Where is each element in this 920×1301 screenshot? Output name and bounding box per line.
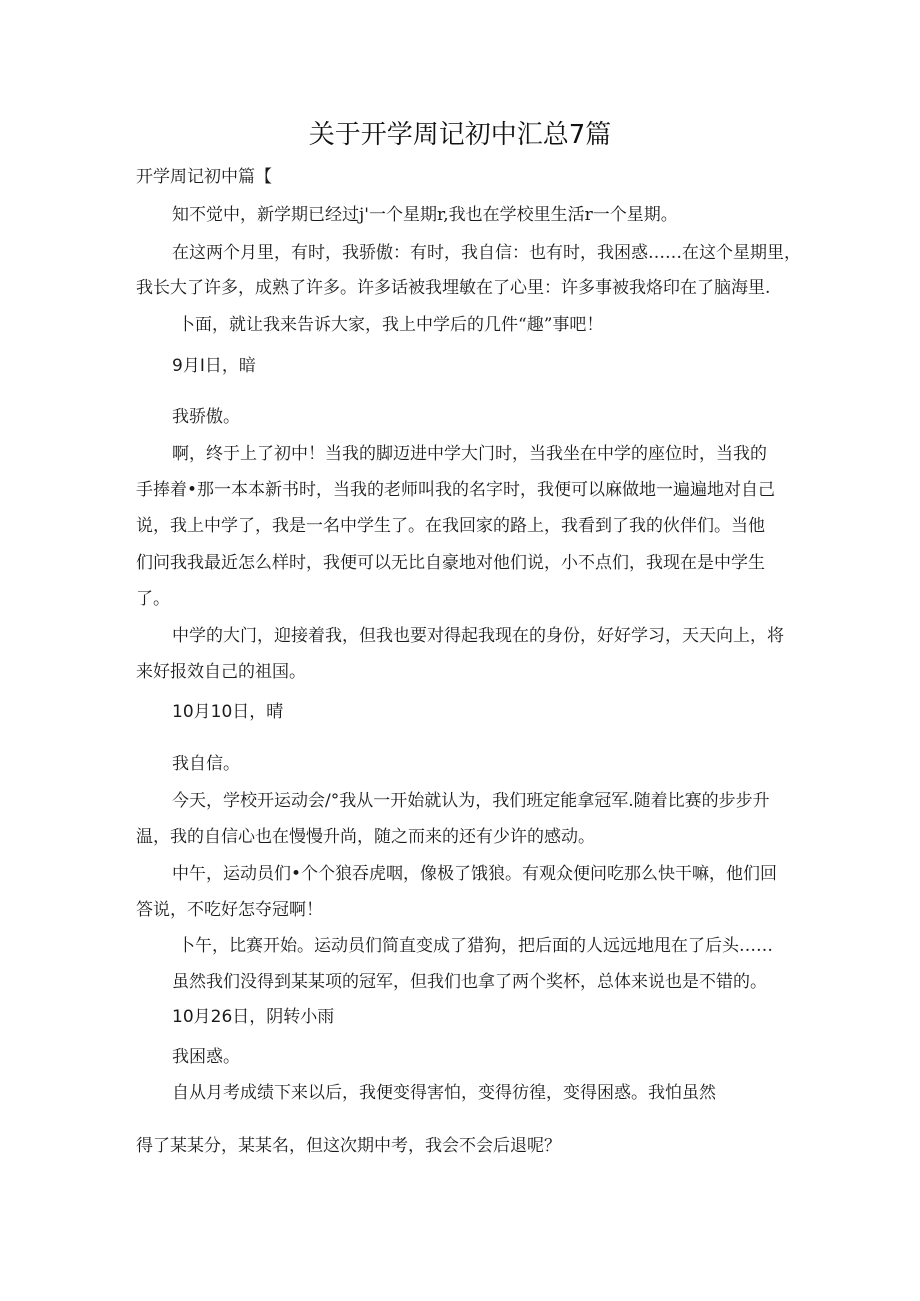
paragraph-line: 今天，学校开运动会/°我从一开始就认为，我们班定能拿冠军.随着比赛的步步升 xyxy=(172,791,770,811)
paragraph-line: 温，我的自信心也在慢慢升尚，随之而来的还有少许的感动。 xyxy=(136,827,595,847)
paragraph-line: 在这两个月里，有时，我骄傲：有时，我自信：也有时，我困惑……在这个星期里， xyxy=(172,243,801,263)
paragraph-line: 手捧着•那一本本新书时，当我的老师叫我的名字时，我便可以麻做地一遍遍地对自己 xyxy=(136,480,776,500)
diary-date: 10月10日，晴 xyxy=(172,702,284,722)
paragraph-line: 虽然我们没得到某某项的冠军，但我们也拿了两个奖杯，总体来说也是不错的。 xyxy=(172,972,767,992)
diary-mood: 我自信。 xyxy=(172,754,240,774)
paragraph-line: 了。 xyxy=(136,589,170,609)
paragraph-line: 来好报效自己的祖国。 xyxy=(136,662,306,682)
diary-mood: 我骄傲。 xyxy=(172,407,240,427)
paragraph-line: 自从月考成绩下来以后，我便变得害怕，变得彷徨，变得困惑。我怕虽然 xyxy=(172,1083,716,1103)
paragraph-line: 卜午，比赛开始。运动员们简直变成了猎狗，把后面的人远远地甩在了后头…… xyxy=(178,936,773,956)
paragraph-line: 得了某某分，某某名，但这次期中考，我会不会后退呢？ xyxy=(136,1136,561,1156)
paragraph-line: 说，我上中学了，我是一名中学生了。在我回家的路上，我看到了我的伙伴们。当他 xyxy=(136,516,765,536)
paragraph-line: 答说，不吃好怎夺冠啊！ xyxy=(136,900,323,920)
paragraph-line: 卜面，就让我来告诉大家，我上中学后的几件“趣”事吧！ xyxy=(178,315,604,335)
paragraph-line: 我长大了许多，成熟了许多。许多话被我埋敏在了心里：许多事被我烙印在了脑海里. xyxy=(136,278,771,298)
diary-date: 9月I日，暗 xyxy=(172,356,256,376)
paragraph-line: 们问我我最近怎么样时，我便可以无比自豪地对他们说，小不点们，我现在是中学生 xyxy=(136,553,765,573)
paragraph-line: 中学的大门，迎接着我，但我也要对得起我现在的身份，好好学习，天天向上，将 xyxy=(172,626,784,646)
paragraph-line: 知不觉中，新学期已经过j'一个星期r,我也在学校里生活r一个星期。 xyxy=(172,205,678,225)
paragraph-line: 啊，终于上了初中！当我的脚迈进中学大门时，当我坐在中学的座位时，当我的 xyxy=(172,444,767,464)
diary-mood: 我困惑。 xyxy=(172,1047,240,1067)
document-title: 关于开学周记初中汇总7篇 xyxy=(308,120,612,150)
paragraph-line: 中午，运动员们•个个狼吞虎咽，像极了饿狼。有观众便问吃那么快干嘛，他们回 xyxy=(172,864,778,884)
section-heading: 开学周记初中篇【 xyxy=(136,167,272,187)
diary-date: 10月26日，阴转小雨 xyxy=(172,1007,335,1027)
